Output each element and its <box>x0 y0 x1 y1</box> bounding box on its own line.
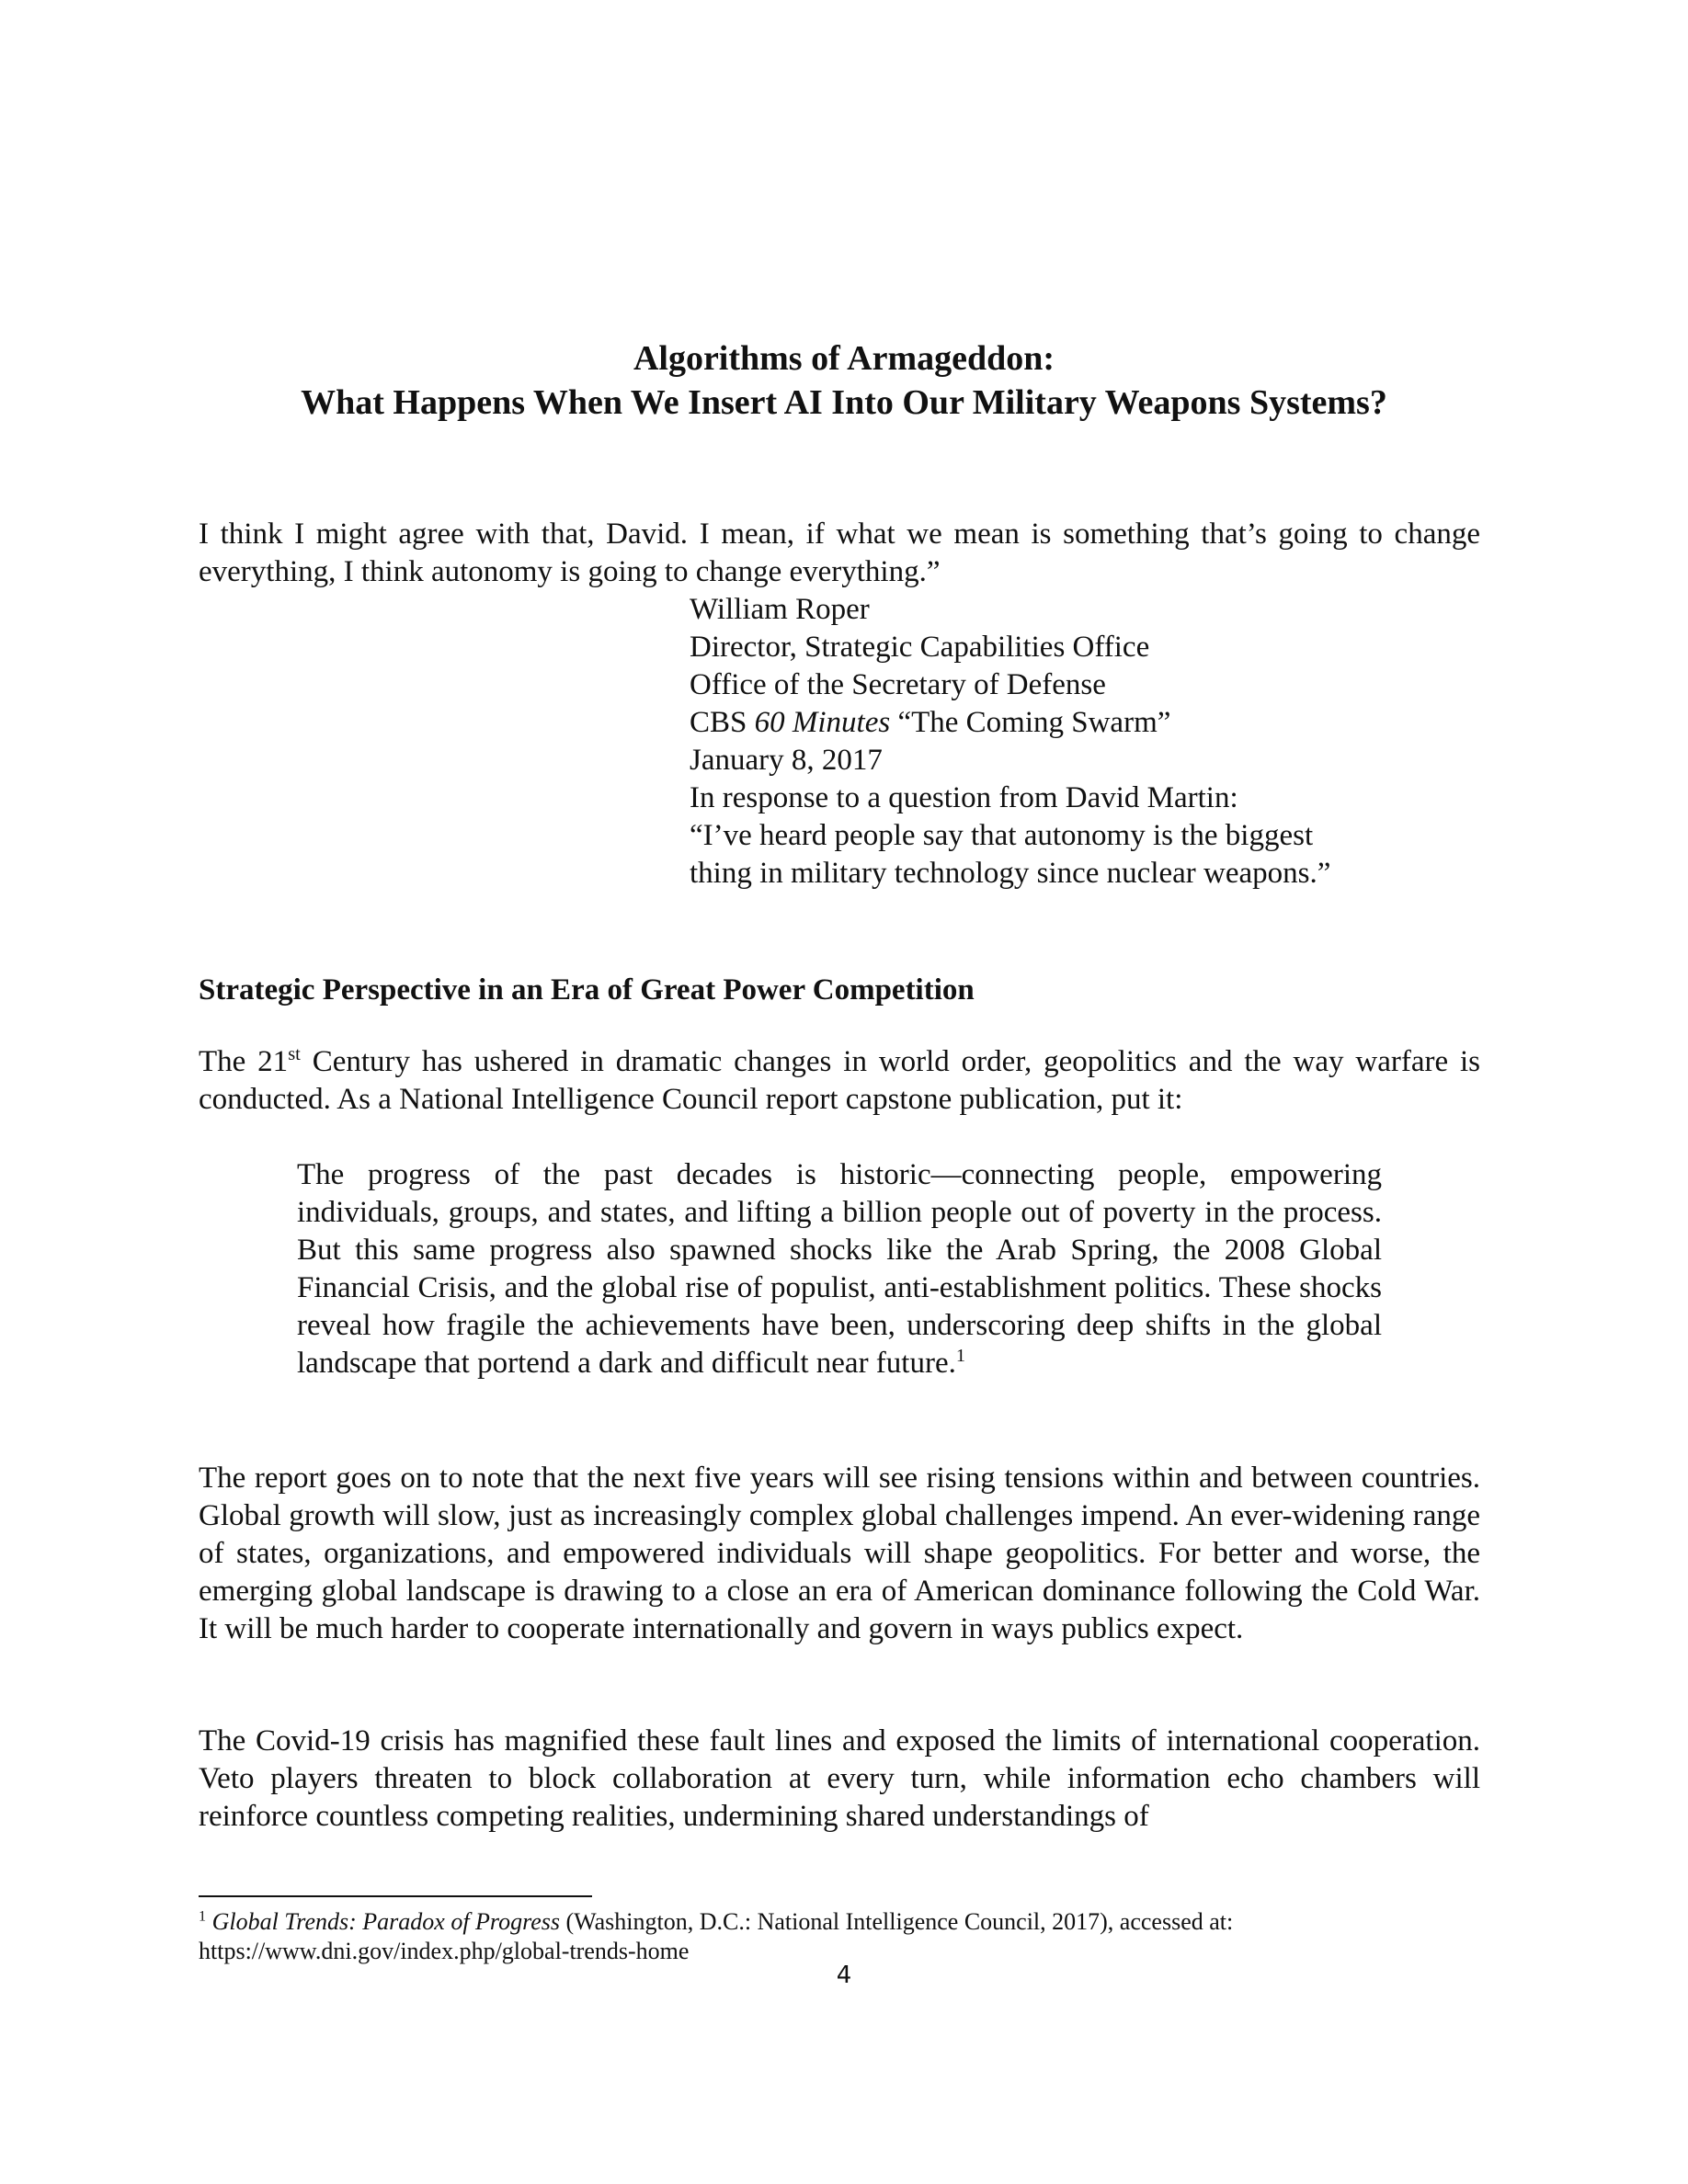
footnote-reference[interactable]: 1 <box>955 1346 966 1366</box>
section-heading: Strategic Perspective in an Era of Great Power Competition <box>199 973 975 1007</box>
attribution-source <box>690 704 1330 742</box>
intro-superscript: st <box>288 1044 301 1064</box>
intro-paragraph <box>199 1043 1480 1119</box>
footnote-url[interactable]: https://www.dni.gov/index.php/global-trends-home <box>199 1938 690 1964</box>
footnote-details: (Washington, D.C.: National Intelligence Council, 2017), accessed at: <box>560 1908 1234 1935</box>
blockquote-text: The progress of the past decades is historic—connecting people, empowering individuals, groups, and states, and lifting a billion people out of poverty in the process. But this same progress also spawned shocks like the Arab Spring, the 2008 Global Financial Crisis, and the global rise of populist, anti-establishment politics. These shocks reveal how fragile the achievements have been, underscoring deep shifts in the global landscape that portend a dark and difficult near future. <box>297 1158 1382 1380</box>
attribution-question-line-2: thing in military technology since nuclear weapons.” <box>690 857 1331 890</box>
intro-before: The 21 <box>199 1045 289 1078</box>
body-paragraph-3: The Covid-19 crisis has magnified these fault lines and exposed the limits of international cooperation. Veto players threaten to block collaboration at every turn, while information echo chambers will reinforce countless competing realities, undermining shared understandings of <box>199 1724 1480 1833</box>
attribution-date: January 8, 2017 <box>690 744 883 777</box>
footnote-title: Global Trends: Paradox of Progress <box>211 1908 561 1935</box>
title-line-2: What Happens When We Insert AI Into Our Military Weapons Systems? <box>301 383 1387 422</box>
source-show: 60 Minutes <box>754 706 891 739</box>
attribution-question-line-1: “I’ve heard people say that autonomy is the biggest <box>690 819 1314 852</box>
footnote <box>199 1907 1480 1966</box>
footnote-marker: 1 <box>199 1908 207 1925</box>
block-quotation <box>297 1156 1382 1382</box>
source-episode: “The Coming Swarm” <box>890 706 1171 739</box>
document-title <box>0 336 1688 425</box>
attribution-context: In response to a question from David Martin: <box>690 781 1238 814</box>
title-line-1: Algorithms of Armageddon: <box>633 339 1055 378</box>
attribution-title: Director, Strategic Capabilities Office <box>690 631 1150 664</box>
epigraph-quote: I think I might agree with that, David. I mean, if what we mean is something that’s going to change everything, I think autonomy is going to change everything.” <box>199 518 1480 588</box>
body-paragraph-2: The report goes on to note that the next five years will see rising tensions within and between countries. Global growth will slow, just as increasingly complex global challenges impend. An ever-widening range of states, organizations, and empowered individuals will shape geopolitics. For better and worse, the emerging global landscape is drawing to a close an era of American dominance following the Cold War. It will be much harder to cooperate internationally and govern in ways publics expect. <box>199 1462 1480 1645</box>
epigraph-attribution <box>690 591 1330 893</box>
intro-after: Century has ushered in dramatic changes in world order, geopolitics and the way warfare is conducted. As a National Intelligence Council report capstone publication, put it: <box>199 1045 1480 1116</box>
footnote-separator <box>199 1895 592 1897</box>
source-prefix: CBS <box>690 706 755 739</box>
page-number: 4 <box>836 1962 852 1989</box>
attribution-office: Office of the Secretary of Defense <box>690 668 1106 701</box>
attribution-name: William Roper <box>690 593 870 626</box>
